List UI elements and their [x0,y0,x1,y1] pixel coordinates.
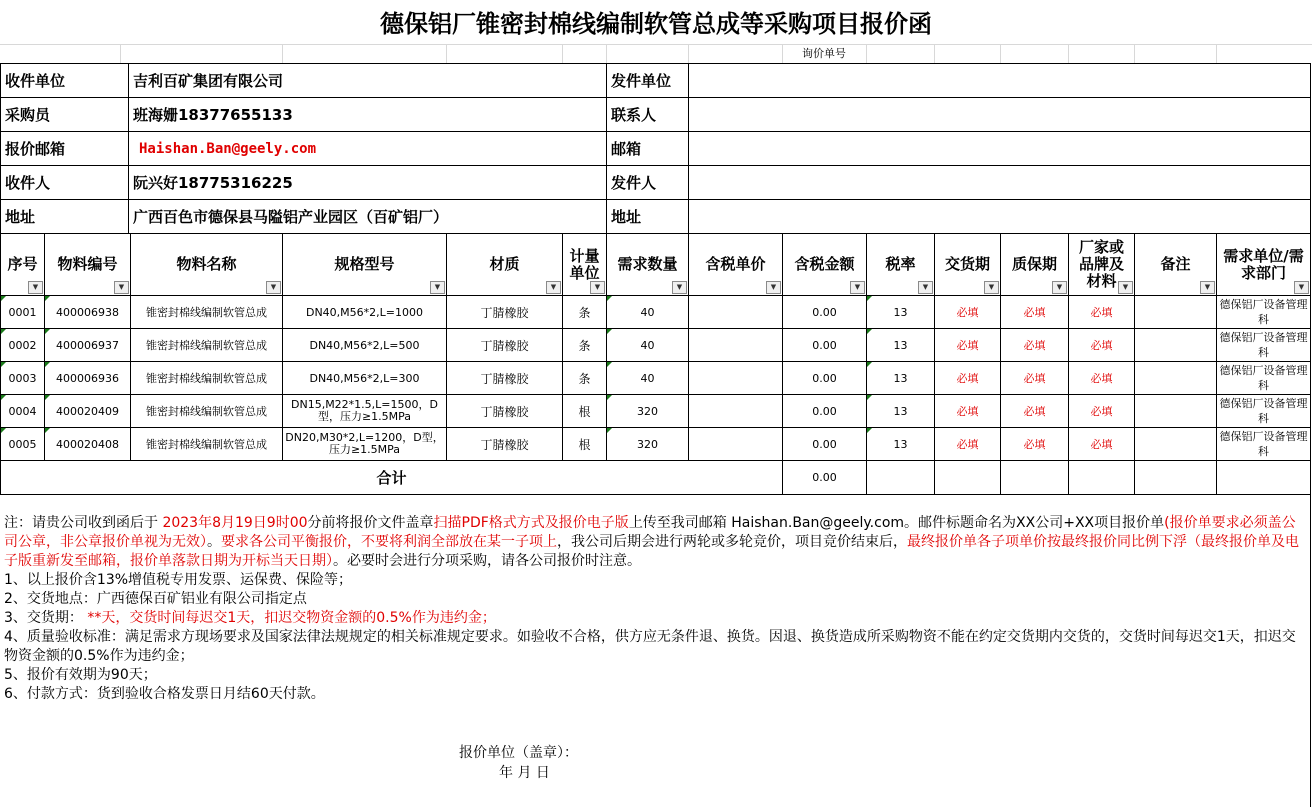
cell-material[interactable]: 丁腈橡胶 [447,329,563,362]
cell-price[interactable] [689,362,783,395]
cell-delivery[interactable]: 必填 [935,395,1001,428]
cell-indicator-icon [867,395,872,400]
cell-qty[interactable]: 40 [607,329,689,362]
cell-name[interactable]: 锥密封棉线编制软管总成 [131,428,283,461]
notes-balance: 要求各公司平衡报价，不要将利润全部放在某一子项上 [221,534,557,550]
cell-amount[interactable]: 0.00 [783,428,867,461]
notes-text: 上传至我司邮箱 Haishan.Ban@geely.com。邮件标题命名为XX公司+XX项目报价单 [628,515,1165,531]
recv-unit-value[interactable]: 吉利百矿集团有限公司 [129,64,607,98]
header-row-buyer [1,98,1311,132]
items-header-row [1,234,1311,296]
notes-format: 扫描PDF格式方式及报价电子版 [433,515,629,531]
sign-date-label: 年 月 日 [499,765,550,781]
cell-material[interactable]: 丁腈橡胶 [447,428,563,461]
header-label: 税率 [885,255,916,273]
cell-qty[interactable]: 320 [607,395,689,428]
cell-warranty[interactable]: 必填 [1001,329,1069,362]
filter-dropdown-icon[interactable]: ▼ [984,281,999,294]
quote-unit-seal-label: 报价单位（盖章）： [459,745,578,761]
cell-indicator-icon [1,296,6,301]
filter-dropdown-icon[interactable]: ▼ [850,281,865,294]
cell-indicator-icon [1,329,6,334]
cell-indicator-icon [607,329,612,334]
cell-amount[interactable]: 0.00 [783,362,867,395]
buyer-label: 采购员 [1,98,129,132]
notes-item-3-label: 3、交货期： [4,610,88,626]
header-col-material [447,234,563,296]
filter-dropdown-icon[interactable]: ▼ [918,281,933,294]
notes-seal-requirement: (报价单要求必须盖公司公章，非公章报价单视为无效） [4,515,1296,550]
filter-dropdown-icon[interactable]: ▼ [28,281,43,294]
header-label: 物料名称 [176,255,237,273]
notes-deadline: 2023年8月19日9时00 [162,515,308,531]
notes-text: ，我公司后期会进行两轮或多轮竞价，项目竞价结束后， [557,534,907,550]
cell-name[interactable]: 锥密封棉线编制软管总成 [131,362,283,395]
notes-item-1: 1、以上报价含13%增值税专用发票、运保费、保险等； [4,572,353,588]
header-label: 材质 [489,255,520,273]
cell-tax[interactable]: 13 [867,428,935,461]
cell-spec[interactable]: DN40,M56*2,L=500 [283,329,447,362]
cell-dept[interactable]: 德保铝厂设备管理科 [1217,395,1311,428]
header-row-email [1,132,1311,166]
cell-brand[interactable]: 必填 [1069,362,1135,395]
filter-dropdown-icon[interactable]: ▼ [430,281,445,294]
address2-label: 地址 [607,200,689,234]
notes-item-4: 4、质量验收标准：满足需求方现场要求及国家法律法规规定的相关标准规定要求。如验收不合格，供方应无条件退、换货。因退、换货造成所采购物资不能在约定交货期内交货的，交货时间每迟交1天，扣迟交物资金额的0.5%作为违约金； [4,629,1296,664]
cell-tax[interactable]: 13 [867,362,935,395]
cell-amount[interactable]: 0.00 [783,296,867,329]
filter-dropdown-icon[interactable]: ▼ [114,281,129,294]
cell-indicator-icon [607,362,612,367]
cell-qty[interactable]: 320 [607,428,689,461]
cell-no[interactable]: 0004 [1,395,45,428]
notes-item-5: 5、报价有效期为90天； [4,667,157,683]
cell-indicator-icon [1,362,6,367]
table-row [1,296,1311,329]
cell-tax[interactable]: 13 [867,296,935,329]
header-col-price [689,234,783,296]
cell-price[interactable] [689,296,783,329]
header-info-table [0,63,1311,234]
sender-label: 发件人 [607,166,689,200]
items-table [0,233,1311,495]
notes-item-3-detail: **天，交货时间每迟交1天，扣迟交物资金额的0.5%作为违约金； [87,610,496,626]
total-empty-cell [1217,461,1311,495]
total-empty-cell [867,461,935,495]
table-row [1,428,1311,461]
header-label: 厂家或品牌及材料 [1078,238,1124,290]
cell-unit[interactable]: 根 [563,428,607,461]
cell-unit[interactable]: 条 [563,329,607,362]
total-amount: 0.00 [783,461,867,495]
notes-text: 。 [207,534,221,550]
cell-delivery[interactable]: 必填 [935,296,1001,329]
cell-price[interactable] [689,329,783,362]
inquiry-number-label: 询价单号 [802,47,846,60]
header-col-tax [867,234,935,296]
filter-dropdown-icon[interactable]: ▼ [1052,281,1067,294]
cell-material[interactable]: 丁腈橡胶 [447,362,563,395]
cell-indicator-icon [45,428,50,433]
cell-warranty[interactable]: 必填 [1001,362,1069,395]
table-row [1,362,1311,395]
grid-guide [606,44,607,63]
grid-guide [1216,44,1217,63]
cell-spec[interactable]: DN15,M22*1.5,L=1500，D型，压力≥1.5MPa [283,395,447,428]
cell-dept[interactable]: 德保铝厂设备管理科 [1217,362,1311,395]
header-col-spec [283,234,447,296]
cell-indicator-icon [867,362,872,367]
cell-indicator-icon [867,296,872,301]
total-empty-cell [1069,461,1135,495]
header-label: 物料编号 [57,255,118,273]
cell-indicator-icon [1,428,6,433]
cell-remark[interactable] [1135,428,1217,461]
cell-delivery[interactable]: 必填 [935,428,1001,461]
address-label: 地址 [1,200,129,234]
grid-guide [866,44,867,63]
cell-name[interactable]: 锥密封棉线编制软管总成 [131,296,283,329]
cell-tax[interactable]: 13 [867,395,935,428]
email-label: 报价邮箱 [1,132,129,166]
cell-price[interactable] [689,428,783,461]
grid-guide [446,44,447,63]
contact-value[interactable] [689,98,1311,132]
buyer-value[interactable]: 班海姗18377655133 [129,98,607,132]
cell-indicator-icon [1,395,6,400]
cell-dept[interactable]: 德保铝厂设备管理科 [1217,329,1311,362]
cell-unit[interactable]: 根 [563,395,607,428]
cell-spec[interactable]: DN40,M56*2,L=1000 [283,296,447,329]
cell-qty[interactable]: 40 [607,362,689,395]
cell-dept[interactable]: 德保铝厂设备管理科 [1217,296,1311,329]
cell-indicator-icon [867,329,872,334]
notes-text: 。必要时会进行分项采购，请各公司报价时注意。 [333,553,641,569]
cell-indicator-icon [607,296,612,301]
mail-value[interactable] [689,132,1311,166]
cell-remark[interactable] [1135,329,1217,362]
cell-brand[interactable]: 必填 [1069,296,1135,329]
grid-guide [120,44,121,63]
header-label: 含税金额 [794,255,855,273]
cell-no[interactable]: 0003 [1,362,45,395]
header-label: 计量单位 [569,246,600,282]
header-label: 备注 [1160,255,1191,273]
notes-item-3 [4,609,1306,628]
recipient-label: 收件人 [1,166,129,200]
sender-value[interactable] [689,166,1311,200]
cell-code[interactable]: 400006937 [45,329,131,362]
header-col-code [45,234,131,296]
cell-remark[interactable] [1135,362,1217,395]
header-col-qty [607,234,689,296]
cell-brand[interactable]: 必填 [1069,329,1135,362]
address-value[interactable]: 广西百色市德保县马隘铝产业园区（百矿铝厂） [129,200,607,234]
notes-item-6: 6、付款方式：货到验收合格发票日月结60天付款。 [4,686,325,702]
header-col-name [131,234,283,296]
header-row-address [1,200,1311,234]
notes-text: 分前将报价文件盖章 [307,515,434,531]
header-label: 交货期 [944,255,990,273]
table-row [1,329,1311,362]
header-col-brand [1069,234,1135,296]
cell-brand[interactable]: 必填 [1069,428,1135,461]
cell-name[interactable]: 锥密封棉线编制软管总成 [131,395,283,428]
cell-code[interactable]: 400020409 [45,395,131,428]
header-label: 序号 [7,255,38,273]
cell-indicator-icon [607,395,612,400]
right-border [1310,63,1311,807]
send-unit-label: 发件单位 [607,64,689,98]
grid-guide [1068,44,1069,63]
total-empty-cell [935,461,1001,495]
header-col-dept [1217,234,1311,296]
cell-no[interactable]: 0005 [1,428,45,461]
cell-price[interactable] [689,395,783,428]
header-col-unit [563,234,607,296]
cell-warranty[interactable]: 必填 [1001,296,1069,329]
header-col-amount [783,234,867,296]
filter-dropdown-icon[interactable]: ▼ [1200,281,1215,294]
cell-spec[interactable]: DN20,M30*2,L=1200，D型，压力≥1.5MPa [283,428,447,461]
contact-label: 联系人 [607,98,689,132]
cell-remark[interactable] [1135,395,1217,428]
email-value[interactable]: Haishan.Ban@geely.com [129,132,607,166]
header-col-delivery [935,234,1001,296]
notes-final-price: 最终报价单各子项单价按最终报价同比例下浮（最终报价单及电子版重新发至邮箱，报价单落款日期为开标当天日期） [4,534,1299,569]
cell-remark[interactable] [1135,296,1217,329]
cell-material[interactable]: 丁腈橡胶 [447,395,563,428]
cell-amount[interactable]: 0.00 [783,329,867,362]
cell-indicator-icon [867,428,872,433]
mail-label: 邮箱 [607,132,689,166]
cell-code[interactable]: 400006936 [45,362,131,395]
cell-indicator-icon [45,362,50,367]
cell-brand[interactable]: 必填 [1069,395,1135,428]
send-unit-value[interactable] [689,64,1311,98]
header-row-recv-unit [1,64,1311,98]
cell-warranty[interactable]: 必填 [1001,395,1069,428]
cell-amount[interactable]: 0.00 [783,395,867,428]
total-label: 合计 [1,461,783,495]
header-label: 需求数量 [617,255,678,273]
cell-spec[interactable]: DN40,M56*2,L=300 [283,362,447,395]
grid-guide [934,44,935,63]
cell-indicator-icon [45,296,50,301]
cell-code[interactable]: 400006938 [45,296,131,329]
filter-dropdown-icon[interactable]: ▼ [1118,281,1133,294]
filter-dropdown-icon[interactable]: ▼ [266,281,281,294]
cell-no[interactable]: 0001 [1,296,45,329]
filter-dropdown-icon[interactable]: ▼ [766,281,781,294]
cell-name[interactable]: 锥密封棉线编制软管总成 [131,329,283,362]
cell-material[interactable]: 丁腈橡胶 [447,296,563,329]
grid-guide [562,44,563,63]
filter-dropdown-icon[interactable]: ▼ [672,281,687,294]
header-col-no [1,234,45,296]
header-label: 需求单位/需求部门 [1223,246,1304,282]
cell-unit[interactable]: 条 [563,296,607,329]
recv-unit-label: 收件单位 [1,64,129,98]
address2-value[interactable] [689,200,1311,234]
grid-guide [1134,44,1135,63]
notes-section [4,514,1306,704]
grid-guide-line [0,44,1312,45]
total-empty-cell [1135,461,1217,495]
header-col-warranty [1001,234,1069,296]
cell-no[interactable]: 0002 [1,329,45,362]
filter-dropdown-icon[interactable]: ▼ [590,281,605,294]
total-empty-cell [1001,461,1069,495]
cell-unit[interactable]: 条 [563,362,607,395]
cell-indicator-icon [45,395,50,400]
signature-block [459,743,578,783]
cell-delivery[interactable]: 必填 [935,329,1001,362]
header-row-recipient [1,166,1311,200]
grid-guide [688,44,689,63]
header-label: 规格型号 [334,255,395,273]
header-col-remark [1135,234,1217,296]
cell-indicator-icon [45,329,50,334]
cell-delivery[interactable]: 必填 [935,362,1001,395]
table-row [1,395,1311,428]
total-row [1,461,1311,495]
cell-dept[interactable]: 德保铝厂设备管理科 [1217,428,1311,461]
cell-tax[interactable]: 13 [867,329,935,362]
notes-text: 注：请贵公司收到函后于 [4,515,163,531]
grid-guide [1000,44,1001,63]
cell-warranty[interactable]: 必填 [1001,428,1069,461]
cell-code[interactable]: 400020408 [45,428,131,461]
notes-paragraph [4,514,1306,571]
header-label: 质保期 [1011,255,1057,273]
cell-qty[interactable]: 40 [607,296,689,329]
page-title: 德保铝厂锥密封棉线编制软管总成等采购项目报价函 [380,9,932,38]
grid-guide [282,44,283,63]
header-label: 含税单价 [705,255,766,273]
filter-dropdown-icon[interactable]: ▼ [1294,281,1309,294]
cell-indicator-icon [607,428,612,433]
recipient-value[interactable]: 阮兴好18775316225 [129,166,607,200]
notes-item-2: 2、交货地点：广西德保百矿铝业有限公司指定点 [4,591,307,607]
filter-dropdown-icon[interactable]: ▼ [546,281,561,294]
